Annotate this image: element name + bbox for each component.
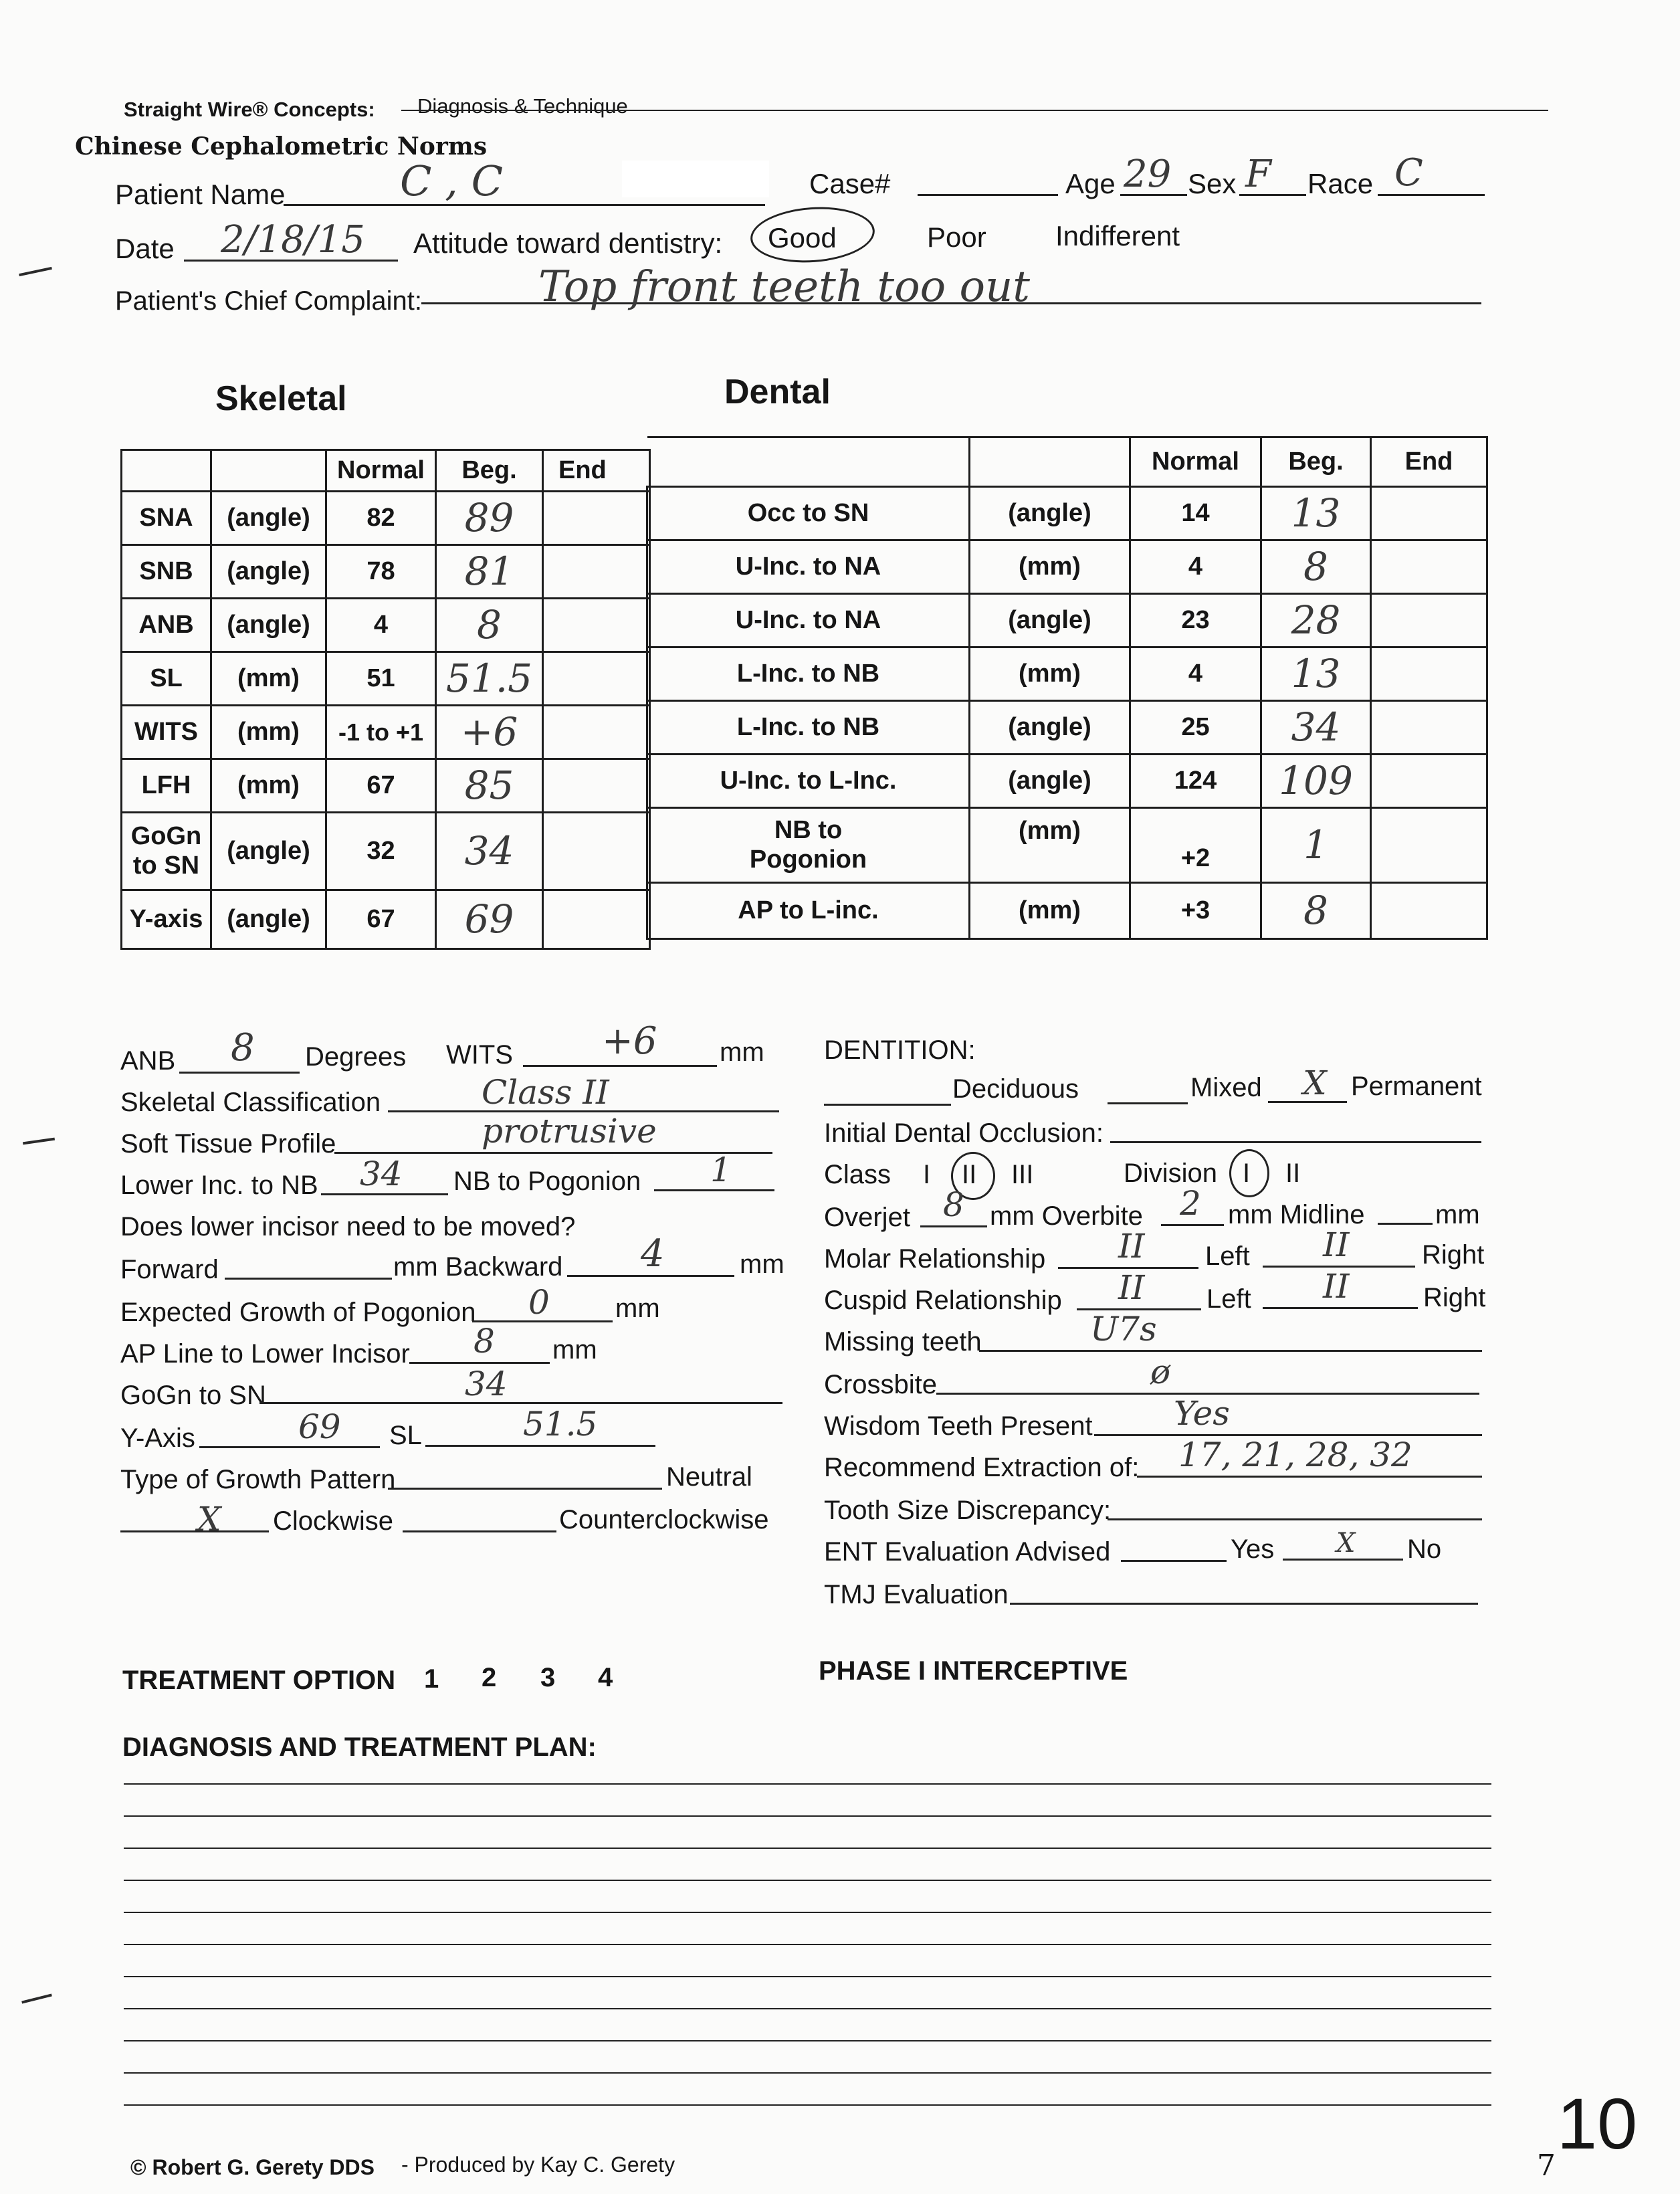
plan-line[interactable] (124, 1912, 1491, 1913)
molar-left-value[interactable]: II (1118, 1227, 1145, 1266)
missing-value[interactable]: U7s (1090, 1310, 1157, 1349)
row-beg[interactable]: 8 (1261, 540, 1371, 594)
tmj-label: TMJ Evaluation (824, 1580, 1009, 1609)
plan-label: DIAGNOSIS AND TREATMENT PLAN: (122, 1732, 597, 1762)
growth-value[interactable]: 0 (528, 1283, 550, 1322)
yaxis-value[interactable]: 69 (298, 1407, 341, 1446)
missing-label: Missing teeth (824, 1327, 982, 1357)
cuspid-right-label: Right (1423, 1283, 1486, 1312)
row-beg[interactable]: 8 (436, 599, 543, 652)
permanent-mark[interactable]: X (1303, 1064, 1327, 1102)
division-label: Division (1124, 1159, 1218, 1188)
row-beg[interactable]: 89 (436, 492, 543, 545)
class-label: Class (824, 1160, 891, 1189)
col-header-end: End (1371, 437, 1487, 487)
degrees-label: Degrees (305, 1042, 407, 1072)
backward-label: mm Backward (393, 1252, 563, 1282)
row-measure: ANB (122, 599, 211, 652)
footer-copyright: © Robert G. Gerety DDS (130, 2155, 375, 2179)
row-end[interactable] (1371, 647, 1487, 701)
overbite-label: mm Overbite (990, 1201, 1143, 1231)
small-page-number: 7 (1537, 2149, 1556, 2183)
col-header-normal: Normal (1130, 437, 1261, 487)
cuspid-left-label: Left (1206, 1284, 1251, 1314)
nb-pog-value[interactable]: 1 (710, 1151, 732, 1189)
missing-line (979, 1350, 1482, 1352)
classification-label: Skeletal Classification (120, 1088, 381, 1117)
row-normal: +3 (1130, 883, 1261, 939)
row-beg[interactable]: 69 (436, 890, 543, 949)
lower-inc-line (321, 1193, 448, 1195)
sex-label: Sex (1188, 168, 1237, 199)
clockwise-label[interactable]: Clockwise (273, 1506, 394, 1536)
col-header-normal: Normal (326, 450, 436, 492)
row-beg[interactable]: 85 (436, 759, 543, 813)
row-end[interactable] (1371, 487, 1487, 540)
row-measure: NB to Pogonion (647, 808, 970, 883)
header-title-left: Straight Wire® Concepts: (124, 98, 375, 121)
sl-line (425, 1445, 655, 1447)
row-unit: (mm) (211, 652, 326, 706)
occlusion-label: Initial Dental Occlusion: (824, 1118, 1104, 1148)
molar-right-value[interactable]: II (1323, 1225, 1350, 1264)
plan-line[interactable] (124, 1976, 1491, 1977)
growth-pattern-label: Type of Growth Pattern (120, 1465, 396, 1494)
row-end[interactable] (1371, 540, 1487, 594)
plan-line[interactable] (124, 1848, 1491, 1849)
date-label: Date (115, 233, 175, 264)
row-measure: WITS (122, 706, 211, 759)
row-normal: 32 (326, 813, 436, 890)
midline-line (1378, 1223, 1433, 1225)
treatment-option-2[interactable]: 2 (482, 1663, 497, 1692)
row-measure: Y-axis (122, 890, 211, 949)
crossbite-label: Crossbite (824, 1370, 937, 1399)
row-beg[interactable]: 109 (1261, 755, 1371, 808)
ap-value[interactable]: 8 (474, 1322, 495, 1361)
race-value[interactable]: C (1394, 151, 1423, 195)
complaint-value[interactable]: Top front teeth too out (538, 262, 1030, 312)
ap-label: AP Line to Lower Incisor (120, 1339, 410, 1369)
class-option-ii[interactable]: II (962, 1160, 977, 1189)
redaction-box (622, 161, 769, 197)
deciduous-label[interactable]: Deciduous (952, 1074, 1079, 1104)
counterclockwise-label[interactable]: Counterclockwise (559, 1505, 769, 1534)
attitude-indifferent[interactable]: Indifferent (1055, 220, 1180, 252)
row-measure: SNB (122, 545, 211, 599)
extraction-line (1137, 1476, 1482, 1478)
patient-name-label: Patient Name (115, 179, 286, 210)
row-end[interactable] (543, 492, 650, 545)
plan-line[interactable] (124, 2104, 1491, 2106)
plan-line[interactable] (124, 2072, 1491, 2074)
extraction-value[interactable]: 17, 21, 28, 32 (1178, 1435, 1412, 1474)
wisdom-label: Wisdom Teeth Present (824, 1411, 1093, 1441)
plan-line[interactable] (124, 1815, 1491, 1817)
row-beg[interactable]: 34 (436, 813, 543, 890)
row-unit: (angle) (970, 487, 1130, 540)
gogn-label: GoGn to SN (120, 1381, 266, 1410)
tooth-size-line (1108, 1518, 1482, 1520)
header-blank (211, 450, 326, 492)
overjet-line (920, 1225, 987, 1227)
row-measure: L-Inc. to NB (647, 647, 970, 701)
wits-label: WITS (446, 1040, 513, 1070)
cuspid-label: Cuspid Relationship (824, 1286, 1062, 1315)
race-label: Race (1307, 168, 1374, 199)
clockwise-line (120, 1530, 269, 1532)
molar-left-label: Left (1205, 1241, 1250, 1271)
class-option-i[interactable]: I (923, 1160, 931, 1189)
row-end[interactable] (1371, 594, 1487, 647)
class-option-iii[interactable]: III (1011, 1160, 1034, 1189)
row-end[interactable] (1371, 755, 1487, 808)
age-label: Age (1065, 168, 1116, 199)
row-normal: 67 (326, 890, 436, 949)
dentition-title: DENTITION: (824, 1035, 976, 1065)
col-header-end: End (543, 450, 650, 492)
classification-value[interactable]: Class II (482, 1073, 609, 1112)
counterclockwise-line (403, 1530, 556, 1532)
patient-name-line (284, 204, 765, 206)
row-measure: LFH (122, 759, 211, 813)
scan-mark (21, 1993, 52, 2003)
row-unit: (mm) (970, 808, 1130, 883)
profile-line (334, 1152, 772, 1154)
ap-mm: mm (552, 1335, 597, 1365)
race-line (1378, 194, 1485, 196)
page-number: 10 (1557, 2083, 1638, 2164)
sl-label: SL (389, 1421, 422, 1450)
row-beg[interactable]: 81 (436, 545, 543, 599)
occlusion-line (1110, 1141, 1481, 1143)
crossbite-value[interactable]: ø (1150, 1353, 1171, 1391)
col-header-beg: Beg. (436, 450, 543, 492)
row-unit: (mm) (970, 883, 1130, 939)
phase-label: PHASE I INTERCEPTIVE (819, 1656, 1128, 1686)
norms-title: Chinese Cephalometric Norms (75, 132, 488, 161)
midline-mm: mm (1435, 1200, 1480, 1229)
overjet-value[interactable]: 8 (943, 1185, 964, 1224)
row-unit: (angle) (211, 813, 326, 890)
case-label: Case# (809, 168, 891, 199)
row-end[interactable] (543, 652, 650, 706)
overbite-value[interactable]: 2 (1180, 1184, 1201, 1223)
move-question: Does lower incisor need to be moved? (120, 1212, 576, 1241)
row-measure: SNA (122, 492, 211, 545)
plan-line[interactable] (124, 1783, 1491, 1785)
overbite-line (1161, 1224, 1224, 1226)
row-unit: (angle) (970, 594, 1130, 647)
plan-line[interactable] (124, 2008, 1491, 2009)
ent-label: ENT Evaluation Advised (824, 1537, 1111, 1567)
age-value[interactable]: 29 (1124, 153, 1172, 196)
nb-pog-label: NB to Pogonion (453, 1167, 641, 1196)
tmj-line (1010, 1603, 1478, 1605)
row-end[interactable] (543, 759, 650, 813)
row-beg[interactable]: +6 (436, 706, 543, 759)
row-normal: 23 (1130, 594, 1261, 647)
backward-mm: mm (740, 1250, 784, 1279)
row-normal: 124 (1130, 755, 1261, 808)
mixed-label[interactable]: Mixed (1190, 1073, 1262, 1102)
gogn-line (259, 1402, 782, 1404)
header-rule (401, 110, 1548, 111)
row-measure: L-Inc. to NB (647, 701, 970, 755)
row-beg[interactable]: 28 (1261, 594, 1371, 647)
scan-mark (23, 1138, 55, 1145)
row-beg[interactable]: 8 (1261, 883, 1371, 939)
cuspid-right-line (1263, 1307, 1418, 1309)
row-end[interactable] (543, 813, 650, 890)
ent-no[interactable]: No (1407, 1534, 1442, 1564)
row-beg[interactable]: 1 (1261, 808, 1371, 883)
profile-label: Soft Tissue Profile (120, 1129, 336, 1159)
header-blank (647, 437, 970, 487)
cuspid-left-value[interactable]: II (1118, 1268, 1145, 1307)
row-normal: -1 to +1 (326, 706, 436, 759)
date-value[interactable]: 2/18/15 (221, 218, 365, 262)
nb-pog-line (654, 1189, 774, 1191)
row-beg[interactable]: 51.5 (436, 652, 543, 706)
skeletal-table (120, 449, 651, 950)
row-unit: (angle) (211, 545, 326, 599)
attitude-label: Attitude toward dentistry: (413, 227, 723, 259)
attitude-good[interactable]: Good (768, 222, 837, 254)
ent-no-line (1283, 1559, 1403, 1561)
row-measure: SL (122, 652, 211, 706)
clockwise-mark[interactable]: X (197, 1500, 221, 1538)
row-unit: (mm) (970, 647, 1130, 701)
scan-mark (19, 267, 52, 276)
col-header-beg: Beg. (1261, 437, 1371, 487)
sl-value[interactable]: 51.5 (523, 1405, 598, 1443)
row-end[interactable] (1371, 883, 1487, 939)
row-beg[interactable]: 13 (1261, 487, 1371, 540)
footer-produced: - Produced by Kay C. Gerety (401, 2153, 675, 2177)
row-measure: GoGn to SN (122, 813, 211, 890)
ent-yes[interactable]: Yes (1231, 1534, 1275, 1564)
row-normal: 4 (1130, 540, 1261, 594)
row-unit: (angle) (211, 599, 326, 652)
lower-inc-label: Lower Inc. to NB (120, 1171, 318, 1200)
treatment-option-label: TREATMENT OPTION (122, 1666, 396, 1695)
row-end[interactable] (543, 706, 650, 759)
yaxis-line (199, 1446, 380, 1448)
row-measure: U-Inc. to L-Inc. (647, 755, 970, 808)
row-unit: (angle) (211, 492, 326, 545)
wits-value[interactable]: +6 (602, 1019, 657, 1063)
row-end[interactable] (1371, 808, 1487, 883)
forward-line (225, 1278, 392, 1280)
profile-value[interactable]: protrusive (482, 1112, 657, 1151)
midline-label: mm Midline (1228, 1200, 1365, 1229)
treatment-option-4[interactable]: 4 (598, 1663, 613, 1692)
row-normal: 82 (326, 492, 436, 545)
lower-inc-value[interactable]: 34 (360, 1155, 403, 1193)
wits-line (523, 1065, 717, 1067)
header-blank (970, 437, 1130, 487)
row-measure: U-Inc. to NA (647, 594, 970, 647)
anb-line (179, 1072, 300, 1074)
row-normal: 51 (326, 652, 436, 706)
treatment-option-3[interactable]: 3 (540, 1663, 556, 1692)
plan-line[interactable] (124, 1944, 1491, 1945)
row-measure: U-Inc. to NA (647, 540, 970, 594)
row-normal: 14 (1130, 487, 1261, 540)
anb-value[interactable]: 8 (231, 1026, 255, 1070)
row-end[interactable] (543, 545, 650, 599)
division-option-ii[interactable]: II (1285, 1159, 1301, 1188)
row-normal: 4 (326, 599, 436, 652)
row-beg[interactable]: 34 (1261, 701, 1371, 755)
complaint-label: Patient's Chief Complaint: (115, 286, 422, 316)
molar-right-label: Right (1422, 1240, 1485, 1270)
dental-title: Dental (724, 373, 831, 411)
dental-table (646, 436, 1488, 940)
ap-line (409, 1362, 550, 1364)
treatment-option-1[interactable]: 1 (424, 1664, 439, 1694)
division-option-i[interactable]: I (1243, 1159, 1251, 1188)
growth-label: Expected Growth of Pogonion (120, 1298, 476, 1327)
row-unit: (angle) (970, 701, 1130, 755)
header-title-right: Diagnosis & Technique (417, 94, 628, 118)
row-normal: 67 (326, 759, 436, 813)
row-normal: +2 (1130, 808, 1261, 883)
row-unit: (angle) (970, 755, 1130, 808)
anb-label: ANB (120, 1046, 176, 1076)
growth-mm: mm (615, 1294, 660, 1323)
row-normal: 4 (1130, 647, 1261, 701)
row-normal: 78 (326, 545, 436, 599)
row-unit: (mm) (211, 759, 326, 813)
row-end[interactable] (1371, 701, 1487, 755)
extraction-label: Recommend Extraction of: (824, 1453, 1140, 1482)
row-measure: Occ to SN (647, 487, 970, 540)
gogn-value[interactable]: 34 (465, 1365, 508, 1403)
row-measure: AP to L-inc. (647, 883, 970, 939)
ent-mark[interactable]: X (1336, 1528, 1356, 1559)
header-blank (122, 450, 211, 492)
plan-line[interactable] (124, 2040, 1491, 2041)
neutral-label[interactable]: Neutral (666, 1462, 752, 1492)
plan-line[interactable] (124, 1880, 1491, 1881)
case-line (918, 194, 1058, 196)
row-unit: (mm) (211, 706, 326, 759)
row-end[interactable] (543, 599, 650, 652)
forward-label: Forward (120, 1255, 219, 1284)
row-unit: (angle) (211, 890, 326, 949)
cuspid-right-value[interactable]: II (1323, 1267, 1350, 1306)
mixed-line (1108, 1102, 1188, 1104)
overjet-label: Overjet (824, 1203, 910, 1232)
row-beg[interactable]: 13 (1261, 647, 1371, 701)
tooth-size-label: Tooth Size Discrepancy: (824, 1496, 1112, 1525)
wisdom-value[interactable]: Yes (1174, 1394, 1230, 1433)
yaxis-label: Y-Axis (120, 1423, 195, 1453)
skeletal-title: Skeletal (215, 379, 347, 418)
ent-yes-line (1121, 1560, 1227, 1562)
row-unit: (mm) (970, 540, 1130, 594)
backward-value[interactable]: 4 (641, 1232, 665, 1276)
molar-label: Molar Relationship (824, 1244, 1046, 1274)
sex-value[interactable]: F (1245, 153, 1271, 196)
patient-name-value[interactable]: C , C (400, 157, 504, 205)
row-end[interactable] (543, 890, 650, 949)
wits-mm: mm (720, 1037, 764, 1067)
deciduous-line (824, 1104, 951, 1106)
neutral-line (388, 1488, 662, 1490)
attitude-poor[interactable]: Poor (927, 221, 986, 253)
permanent-label[interactable]: Permanent (1351, 1072, 1482, 1101)
row-normal: 25 (1130, 701, 1261, 755)
